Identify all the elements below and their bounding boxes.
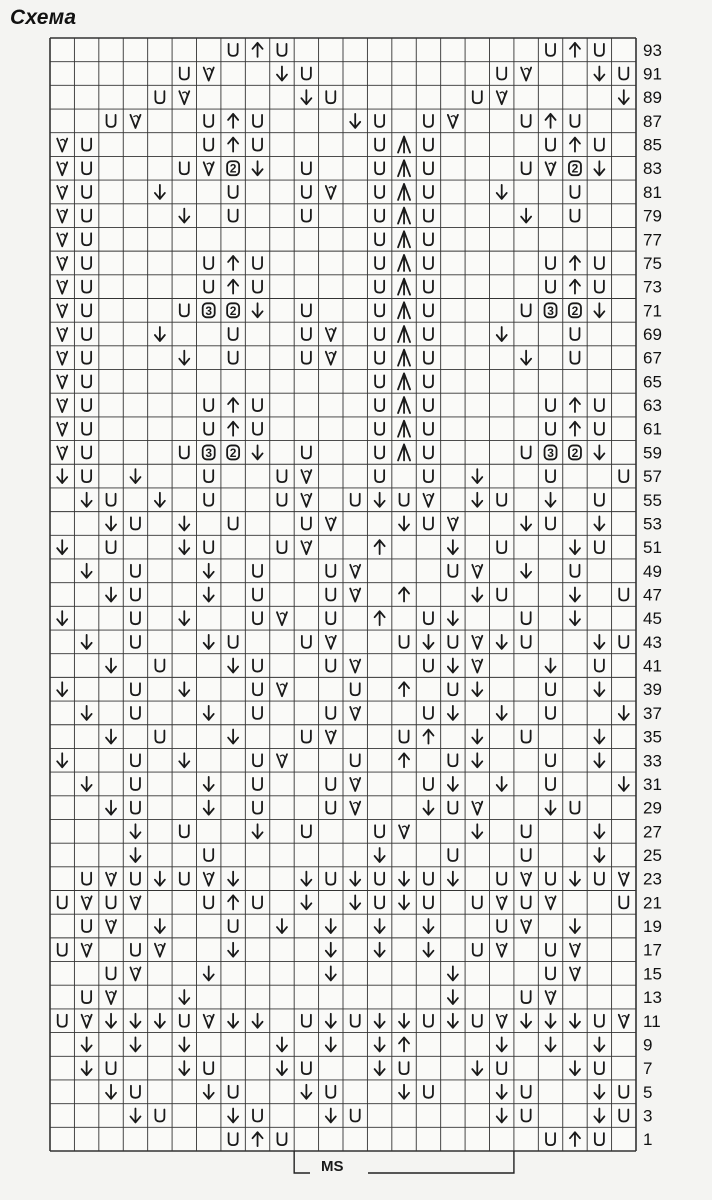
- row-number-label: 85: [643, 135, 662, 155]
- row-number-label: 67: [643, 348, 662, 368]
- svg-text:3: 3: [205, 303, 213, 318]
- row-number-label: 79: [643, 206, 662, 226]
- svg-text:3: 3: [547, 303, 554, 318]
- row-number-label: 25: [643, 845, 662, 865]
- row-number-label: 39: [643, 680, 662, 700]
- row-number-label: 77: [643, 230, 662, 250]
- row-number-label: 53: [643, 514, 662, 534]
- row-number-label: 35: [643, 727, 662, 747]
- row-number-label: 69: [643, 325, 662, 345]
- row-number-label: 83: [643, 159, 662, 179]
- svg-text:2: 2: [571, 161, 579, 176]
- row-number-label: 23: [643, 869, 662, 889]
- row-number-label: 27: [643, 822, 662, 842]
- row-number-label: 87: [643, 111, 662, 131]
- row-number-label: 47: [643, 585, 662, 605]
- svg-text:2: 2: [571, 303, 579, 318]
- row-number-label: 29: [643, 798, 662, 818]
- row-number-label: 63: [643, 396, 662, 416]
- row-number-label: 3: [643, 1106, 653, 1126]
- svg-text:2: 2: [571, 445, 579, 460]
- svg-text:2: 2: [229, 445, 237, 460]
- ms-label: MS: [321, 1158, 344, 1175]
- ms-bracket-left: [294, 1151, 310, 1173]
- row-number-label: 9: [643, 1035, 653, 1055]
- row-number-label: 19: [643, 917, 662, 937]
- svg-text:3: 3: [205, 445, 213, 460]
- row-number-label: 43: [643, 632, 662, 652]
- row-number-label: 31: [643, 774, 662, 794]
- row-number-label: 21: [643, 893, 662, 913]
- ms-bracket-right: [368, 1151, 514, 1173]
- row-number-label: 45: [643, 609, 662, 629]
- row-number-label: 7: [643, 1059, 653, 1079]
- row-number-label: 65: [643, 372, 662, 392]
- svg-text:2: 2: [229, 161, 237, 176]
- row-number-label: 89: [643, 88, 662, 108]
- row-number-label: 15: [643, 964, 662, 984]
- row-number-label: 93: [643, 40, 662, 60]
- row-number-label: 61: [643, 419, 662, 439]
- row-number-label: 41: [643, 656, 662, 676]
- row-number-label: 73: [643, 277, 662, 297]
- row-number-label: 49: [643, 561, 662, 581]
- row-number-label: 55: [643, 490, 662, 510]
- chart-title: Схема: [10, 6, 77, 29]
- row-number-label: 57: [643, 467, 662, 487]
- row-number-label: 51: [643, 538, 662, 558]
- row-number-label: 1: [643, 1130, 653, 1150]
- row-number-label: 59: [643, 443, 662, 463]
- row-number-label: 91: [643, 64, 662, 84]
- row-number-label: 37: [643, 703, 662, 723]
- row-number-label: 71: [643, 301, 662, 321]
- row-number-label: 33: [643, 751, 662, 771]
- row-number-label: 17: [643, 940, 662, 960]
- svg-text:2: 2: [229, 303, 237, 318]
- row-number-label: 13: [643, 988, 662, 1008]
- row-number-label: 75: [643, 253, 662, 273]
- row-number-label: 11: [643, 1011, 661, 1031]
- row-number-label: 81: [643, 182, 662, 202]
- row-number-label: 5: [643, 1082, 653, 1102]
- svg-text:3: 3: [547, 445, 554, 460]
